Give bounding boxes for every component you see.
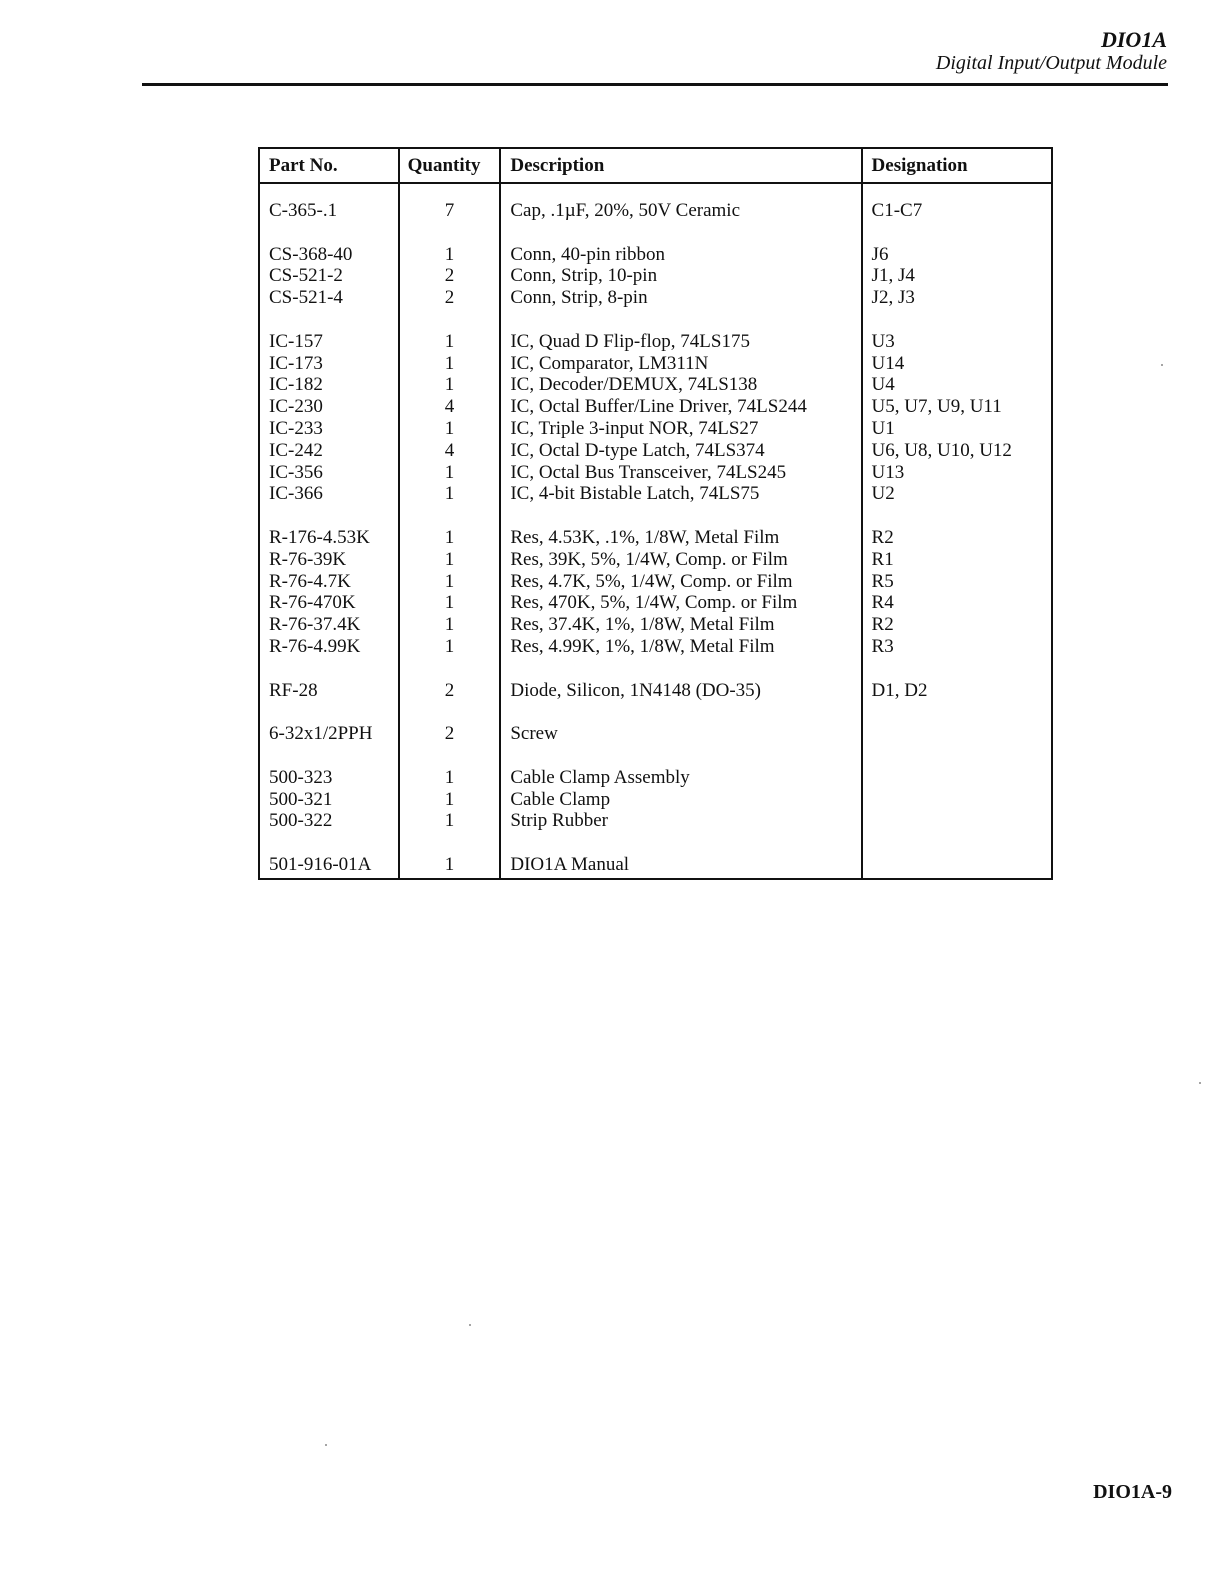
designation-cell xyxy=(862,789,1052,811)
designation-cell xyxy=(862,854,1052,879)
spacer-cell xyxy=(259,222,399,244)
designation-cell: J6 xyxy=(862,244,1052,266)
table-row xyxy=(259,767,1052,789)
description-cell: IC, 4-bit Bistable Latch, 74LS75 xyxy=(500,483,861,505)
spacer-cell xyxy=(500,505,861,527)
group-spacer-row xyxy=(259,505,1052,527)
group-spacer-row xyxy=(259,832,1052,854)
part-no-cell: R-76-39K xyxy=(259,549,399,571)
description-cell: Conn, 40-pin ribbon xyxy=(500,244,861,266)
designation-cell: R3 xyxy=(862,636,1052,658)
spacer-cell xyxy=(862,701,1052,723)
designation-cell: R1 xyxy=(862,549,1052,571)
table-row xyxy=(259,527,1052,549)
description-cell: Cable Clamp xyxy=(500,789,861,811)
description-cell: Conn, Strip, 8-pin xyxy=(500,287,861,309)
table-row xyxy=(259,854,1052,879)
spacer-cell xyxy=(399,832,501,854)
designation-cell: D1, D2 xyxy=(862,680,1052,702)
part-no-cell: R-76-470K xyxy=(259,592,399,614)
spacer-cell xyxy=(500,309,861,331)
description-cell: Conn, Strip, 10-pin xyxy=(500,265,861,287)
spacer-cell xyxy=(500,745,861,767)
designation-cell: U13 xyxy=(862,462,1052,484)
spacer-cell xyxy=(399,658,501,680)
quantity-cell: 7 xyxy=(399,183,501,222)
designation-cell: R2 xyxy=(862,614,1052,636)
table-row xyxy=(259,789,1052,811)
quantity-cell: 2 xyxy=(399,265,501,287)
part-no-cell: 500-323 xyxy=(259,767,399,789)
quantity-cell: 1 xyxy=(399,462,501,484)
description-cell: IC, Comparator, LM311N xyxy=(500,353,861,375)
table-row xyxy=(259,244,1052,266)
description-cell: IC, Octal Bus Transceiver, 74LS245 xyxy=(500,462,861,484)
table-row xyxy=(259,396,1052,418)
quantity-cell: 1 xyxy=(399,331,501,353)
designation-cell: R2 xyxy=(862,527,1052,549)
scan-speck xyxy=(325,1444,327,1446)
running-header xyxy=(936,28,1167,74)
quantity-cell: 2 xyxy=(399,287,501,309)
part-no-cell: IC-233 xyxy=(259,418,399,440)
description-cell: Res, 37.4K, 1%, 1/8W, Metal Film xyxy=(500,614,861,636)
quantity-cell: 1 xyxy=(399,418,501,440)
spacer-cell xyxy=(259,701,399,723)
quantity-cell: 1 xyxy=(399,244,501,266)
part-no-cell: 500-321 xyxy=(259,789,399,811)
part-no-cell: RF-28 xyxy=(259,680,399,702)
part-no-cell: IC-366 xyxy=(259,483,399,505)
designation-cell xyxy=(862,723,1052,745)
quantity-cell: 1 xyxy=(399,854,501,879)
quantity-cell: 2 xyxy=(399,723,501,745)
column-header-description: Description xyxy=(500,148,861,183)
spacer-cell xyxy=(399,309,501,331)
description-cell: Cable Clamp Assembly xyxy=(500,767,861,789)
description-cell: IC, Octal D-type Latch, 74LS374 xyxy=(500,440,861,462)
spacer-cell xyxy=(862,745,1052,767)
header-subtitle: Digital Input/Output Module xyxy=(935,52,1167,74)
part-no-cell: 501-916-01A xyxy=(259,854,399,879)
quantity-cell: 1 xyxy=(399,767,501,789)
description-cell: Cap, .1µF, 20%, 50V Ceramic xyxy=(500,183,861,222)
part-no-cell: R-76-37.4K xyxy=(259,614,399,636)
part-no-cell: IC-230 xyxy=(259,396,399,418)
designation-cell: C1-C7 xyxy=(862,183,1052,222)
description-cell: Strip Rubber xyxy=(500,810,861,832)
table-row xyxy=(259,636,1052,658)
spacer-cell xyxy=(259,658,399,680)
designation-cell: J2, J3 xyxy=(862,287,1052,309)
spacer-cell xyxy=(399,701,501,723)
designation-cell: U6, U8, U10, U12 xyxy=(862,440,1052,462)
page-number: DIO1A-9 xyxy=(1093,1481,1172,1503)
part-no-cell: CS-368-40 xyxy=(259,244,399,266)
part-no-cell: R-76-4.7K xyxy=(259,571,399,593)
part-no-cell: R-76-4.99K xyxy=(259,636,399,658)
spacer-cell xyxy=(259,745,399,767)
quantity-cell: 1 xyxy=(399,810,501,832)
table-row xyxy=(259,483,1052,505)
table-header-row xyxy=(259,148,1052,183)
group-spacer-row xyxy=(259,658,1052,680)
table-row xyxy=(259,810,1052,832)
scan-speck xyxy=(1161,364,1163,366)
description-cell: Res, 4.7K, 5%, 1/4W, Comp. or Film xyxy=(500,571,861,593)
designation-cell: U14 xyxy=(862,353,1052,375)
group-spacer-row xyxy=(259,309,1052,331)
header-title: DIO1A xyxy=(1100,27,1167,52)
column-header-quantity: Quantity xyxy=(399,148,501,183)
quantity-cell: 1 xyxy=(399,571,501,593)
header-rule xyxy=(142,83,1168,86)
description-cell: Res, 4.53K, .1%, 1/8W, Metal Film xyxy=(500,527,861,549)
designation-cell: U5, U7, U9, U11 xyxy=(862,396,1052,418)
spacer-cell xyxy=(862,832,1052,854)
scan-speck xyxy=(469,1324,471,1326)
scan-speck xyxy=(1199,1082,1201,1084)
description-cell: Res, 4.99K, 1%, 1/8W, Metal Film xyxy=(500,636,861,658)
table-row xyxy=(259,571,1052,593)
table-row xyxy=(259,614,1052,636)
description-cell: IC, Quad D Flip-flop, 74LS175 xyxy=(500,331,861,353)
designation-cell: U4 xyxy=(862,374,1052,396)
designation-cell: R4 xyxy=(862,592,1052,614)
parts-table-body xyxy=(259,183,1052,879)
description-cell: Res, 470K, 5%, 1/4W, Comp. or Film xyxy=(500,592,861,614)
spacer-cell xyxy=(862,658,1052,680)
table-row xyxy=(259,418,1052,440)
part-no-cell: IC-356 xyxy=(259,462,399,484)
designation-cell: U2 xyxy=(862,483,1052,505)
table-row xyxy=(259,183,1052,222)
spacer-cell xyxy=(862,505,1052,527)
part-no-cell: R-176-4.53K xyxy=(259,527,399,549)
table-row xyxy=(259,265,1052,287)
part-no-cell: IC-157 xyxy=(259,331,399,353)
table-row xyxy=(259,353,1052,375)
table-row xyxy=(259,287,1052,309)
quantity-cell: 1 xyxy=(399,353,501,375)
part-no-cell: CS-521-4 xyxy=(259,287,399,309)
column-header-designation: Designation xyxy=(862,148,1052,183)
quantity-cell: 1 xyxy=(399,614,501,636)
quantity-cell: 1 xyxy=(399,636,501,658)
designation-cell: U1 xyxy=(862,418,1052,440)
spacer-cell xyxy=(862,309,1052,331)
description-cell: IC, Decoder/DEMUX, 74LS138 xyxy=(500,374,861,396)
table-row xyxy=(259,374,1052,396)
table-row xyxy=(259,723,1052,745)
quantity-cell: 1 xyxy=(399,374,501,396)
spacer-cell xyxy=(399,222,501,244)
spacer-cell xyxy=(399,505,501,527)
group-spacer-row xyxy=(259,222,1052,244)
part-no-cell: C-365-.1 xyxy=(259,183,399,222)
designation-cell: R5 xyxy=(862,571,1052,593)
designation-cell xyxy=(862,767,1052,789)
description-cell: DIO1A Manual xyxy=(500,854,861,879)
designation-cell: J1, J4 xyxy=(862,265,1052,287)
description-cell: Diode, Silicon, 1N4148 (DO-35) xyxy=(500,680,861,702)
quantity-cell: 1 xyxy=(399,549,501,571)
part-no-cell: IC-173 xyxy=(259,353,399,375)
spacer-cell xyxy=(399,745,501,767)
part-no-cell: 6-32x1/2PPH xyxy=(259,723,399,745)
designation-cell: U3 xyxy=(862,331,1052,353)
spacer-cell xyxy=(500,222,861,244)
designation-cell xyxy=(862,810,1052,832)
table-row xyxy=(259,462,1052,484)
spacer-cell xyxy=(500,701,861,723)
group-spacer-row xyxy=(259,701,1052,723)
quantity-cell: 1 xyxy=(399,483,501,505)
quantity-cell: 4 xyxy=(399,440,501,462)
part-no-cell: IC-242 xyxy=(259,440,399,462)
spacer-cell xyxy=(862,222,1052,244)
quantity-cell: 2 xyxy=(399,680,501,702)
description-cell: IC, Octal Buffer/Line Driver, 74LS244 xyxy=(500,396,861,418)
part-no-cell: 500-322 xyxy=(259,810,399,832)
spacer-cell xyxy=(500,832,861,854)
table-row xyxy=(259,549,1052,571)
quantity-cell: 4 xyxy=(399,396,501,418)
description-cell: Res, 39K, 5%, 1/4W, Comp. or Film xyxy=(500,549,861,571)
description-cell: IC, Triple 3-input NOR, 74LS27 xyxy=(500,418,861,440)
spacer-cell xyxy=(259,505,399,527)
table-row xyxy=(259,440,1052,462)
group-spacer-row xyxy=(259,745,1052,767)
parts-list-table xyxy=(258,147,1053,880)
spacer-cell xyxy=(500,658,861,680)
table-row xyxy=(259,592,1052,614)
quantity-cell: 1 xyxy=(399,592,501,614)
spacer-cell xyxy=(259,832,399,854)
table-row xyxy=(259,331,1052,353)
quantity-cell: 1 xyxy=(399,527,501,549)
quantity-cell: 1 xyxy=(399,789,501,811)
column-header-part-no: Part No. xyxy=(259,148,399,183)
part-no-cell: CS-521-2 xyxy=(259,265,399,287)
spacer-cell xyxy=(259,309,399,331)
description-cell: Screw xyxy=(500,723,861,745)
table-row xyxy=(259,680,1052,702)
part-no-cell: IC-182 xyxy=(259,374,399,396)
